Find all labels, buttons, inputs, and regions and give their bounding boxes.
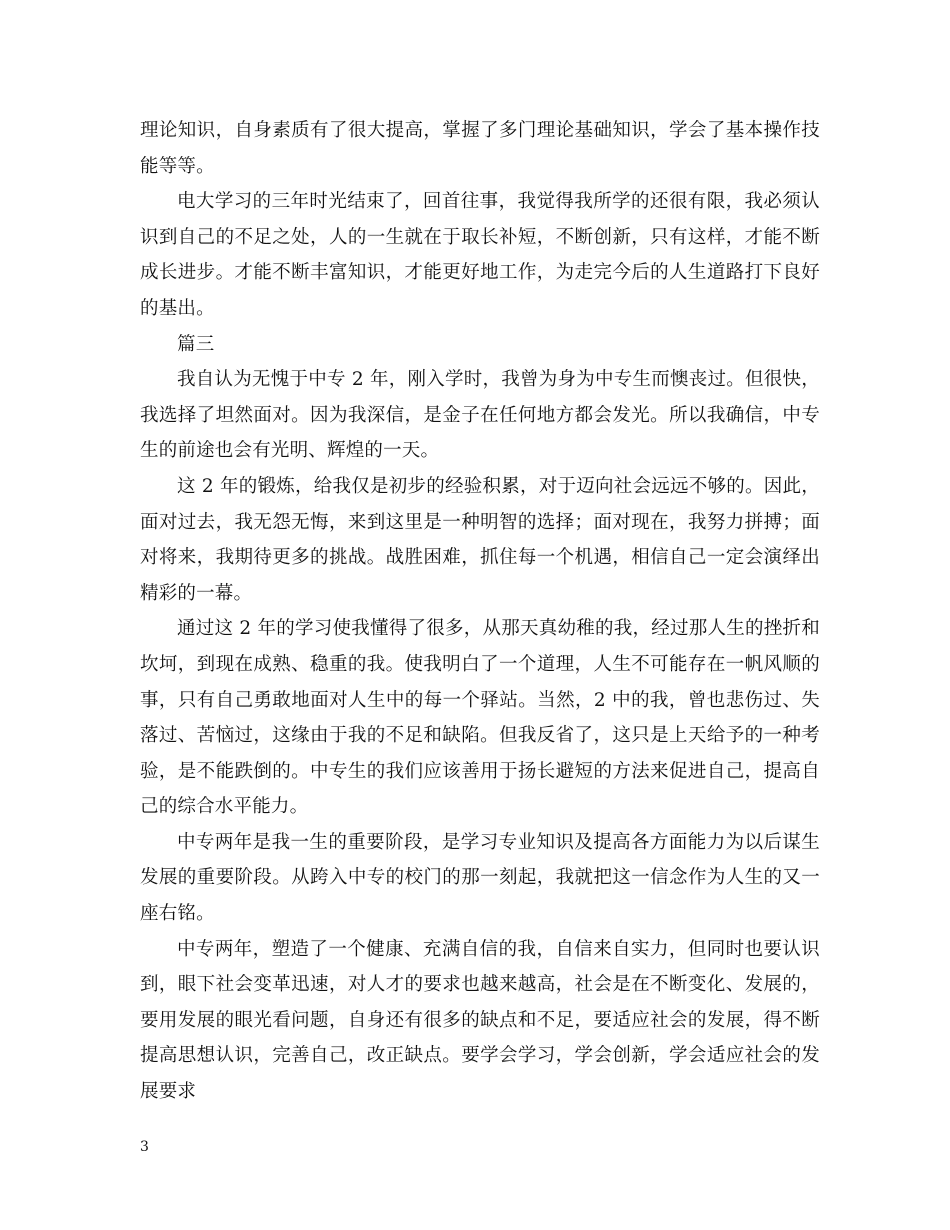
page-number: 3 [140, 1139, 149, 1155]
body-text [140, 113, 820, 1110]
paragraph-confidence: 中专两年，塑造了一个健康、充满自信的我，自信来自实力，但同时也要认识到，眼下社会变革迅速，对人才的要求也越来越高，社会是在不断变化、发展的，要用发展的眼光看问题，自身还有很多的缺点和不足，要适应社会的发展，得不断提高思想认识，完善自己，改正缺点。要学会学习，学会创新，学会适应社会的发展要求 [140, 938, 820, 1103]
paragraph-reflection: 电大学习的三年时光结束了，回首往事，我觉得我所学的还很有限，我必须认识到自己的不足之处，人的一生就在于取长补短，不断创新，只有这样，才能不断成长进步。才能不断丰富知识，才能更好地工作，为走完今后的人生道路打下良好的基出。 [140, 191, 820, 319]
paragraph-learning: 通过这 2 年的学习使我懂得了很多，从那天真幼稚的我，经过那人生的挫折和坎坷，到现在成熟、稳重的我。使我明白了一个道理，人生不可能存在一帆风顺的事，只有自己勇敢地面对人生中的每一个驿站。当然，2 中的我，曾也悲伤过、失落过、苦恼过，这缘由于我的不足和缺陷。但我反省了，这只是上天给予的一种考验，是不能跌倒的。中专生的我们应该善用于扬长避短的方法来促进自己，提高自己的综合水平能力。 [140, 618, 820, 818]
paragraph-training: 这 2 年的锻炼，给我仅是初步的经验积累，对于迈向社会远远不够的。因此，面对过去，我无怨无悔，来到这里是一种明智的选择；面对现在，我努力拼搏；面对将来，我期待更多的挑战。战胜困难，抓住每一个机遇，相信自己一定会演绎出精彩的一幕。 [140, 475, 821, 604]
paragraph-important-stage: 中专两年是我一生的重要阶段，是学习专业知识及提高各方面能力为以后谋生发展的重要阶段。从跨入中专的校门的那一刻起，我就把这一信念作为人生的又一座右铭。 [140, 831, 820, 925]
section-heading-part-three: 篇三 [177, 333, 215, 355]
paragraph-continuation: 理论知识，自身素质有了很大提高，掌握了多门理论基础知识，学会了基本操作技能等等。 [140, 120, 820, 177]
paragraph-intro: 我自认为无愧于中专 2 年，刚入学时，我曾为身为中专生而懊丧过。但很快，我选择了坦然面对。因为我深信，是金子在任何地方都会发光。所以我确信，中专生的前途也会有光明、辉煌的一天。 [140, 369, 821, 462]
